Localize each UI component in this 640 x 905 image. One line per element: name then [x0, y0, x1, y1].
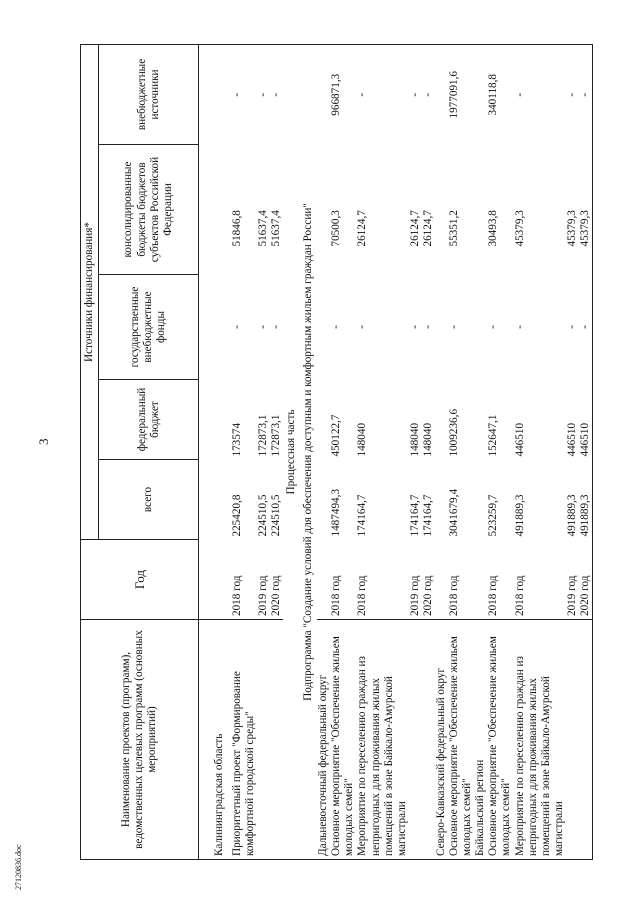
section-heading-row: [300, 44, 317, 859]
year-cell: 2019 год: [565, 575, 578, 616]
table-row: [448, 44, 474, 859]
federal-cell: [213, 380, 231, 460]
funds-cell: -: [269, 325, 282, 329]
name-cell: [422, 620, 435, 860]
federal-cell: 148040: [421, 422, 434, 457]
extra-cell: [199, 44, 213, 144]
regional-cell: [474, 145, 487, 275]
regional-cell: [213, 145, 231, 275]
year-cell: [199, 540, 213, 620]
table-row: [579, 44, 593, 859]
table-row: [514, 44, 566, 859]
header-total: всего: [99, 460, 199, 540]
name-cell: [270, 620, 283, 860]
name-cell: [566, 620, 579, 860]
regional-cell: 51637,4: [256, 210, 269, 247]
funds-cell: -: [230, 325, 243, 329]
total-cell: 523259,7: [487, 494, 500, 537]
name-cell: [579, 620, 593, 860]
extra-cell: -: [579, 44, 593, 144]
extra-cell: -: [409, 44, 422, 144]
federal-cell: 1009236,6: [448, 408, 461, 457]
name-cell: Основное мероприятие "Обеспечение жильем молодых семей": [487, 620, 513, 860]
federal-cell: 172873,1: [269, 414, 282, 457]
funds-cell: -: [565, 325, 578, 329]
total-cell: 225420,8: [230, 494, 243, 537]
year-cell: [213, 540, 231, 620]
federal-cell: 450122,7: [330, 414, 343, 457]
year-cell: 2019 год: [256, 575, 269, 616]
header-regional: консолидированные бюджеты бюджетов субъектов Российской Федерации: [99, 145, 199, 275]
name-cell: [257, 620, 270, 860]
table-row: [257, 44, 270, 859]
extra-cell: -: [257, 44, 270, 144]
total-cell: [435, 460, 448, 540]
table-body: [199, 44, 593, 859]
funds-cell: -: [356, 325, 369, 329]
total-cell: 224510,5: [256, 494, 269, 537]
table-row: [317, 44, 330, 859]
federal-cell: 172873,1: [256, 414, 269, 457]
year-cell: 2019 год: [408, 575, 421, 616]
name-cell: Основное мероприятие "Обеспечение жильем молодых семей": [330, 620, 356, 860]
funds-cell: -: [256, 325, 269, 329]
regional-cell: 26124,7: [408, 210, 421, 247]
year-cell: 2018 год: [356, 575, 369, 616]
regional-cell: 26124,7: [421, 210, 434, 247]
total-cell: 174164,7: [421, 494, 434, 537]
total-cell: 174164,7: [356, 494, 369, 537]
regional-cell: 30493,8: [487, 210, 500, 247]
funds-cell: [435, 275, 448, 380]
total-cell: 491889,3: [565, 494, 578, 537]
table-row: [213, 44, 231, 859]
extra-cell: 1977091,6: [448, 44, 474, 144]
name-cell: Приоритетный проект "Формирование комфортной городской среды": [231, 620, 257, 860]
total-cell: 174164,7: [408, 494, 421, 537]
header-funds: государственные внебюджетные фонды: [99, 275, 199, 380]
year-cell: [474, 540, 487, 620]
federal-cell: [317, 380, 330, 460]
federal-cell: [474, 380, 487, 460]
extra-cell: -: [270, 44, 283, 144]
regional-cell: [317, 145, 330, 275]
table-row: [231, 44, 257, 859]
year-cell: [435, 540, 448, 620]
extra-cell: -: [356, 44, 408, 144]
name-cell: Байкальский регион: [474, 620, 487, 860]
table-row: [487, 44, 513, 859]
regional-cell: 70500,3: [330, 210, 343, 247]
extra-cell: [474, 44, 487, 144]
federal-cell: 173574: [230, 422, 243, 457]
federal-cell: 446510: [579, 380, 593, 460]
extra-cell: [213, 44, 231, 144]
regional-cell: 45379,3: [565, 210, 578, 247]
table-row: [270, 44, 283, 859]
total-cell: [199, 460, 213, 540]
federal-cell: 152647,1: [487, 414, 500, 457]
header-federal: федеральный бюджет: [99, 380, 199, 460]
funds-cell: [474, 275, 487, 380]
year-cell: 2018 год: [513, 575, 526, 616]
table-row: [199, 44, 213, 859]
total-cell: 224510,5: [269, 494, 282, 537]
name-cell: [409, 620, 422, 860]
federal-cell: 446510: [513, 422, 526, 457]
total-cell: 491889,3: [579, 460, 593, 540]
regional-cell: 45379,3: [513, 210, 526, 247]
table-row: [566, 44, 579, 859]
total-cell: [474, 460, 487, 540]
year-cell: 2020 год: [579, 540, 593, 620]
financing-table: [80, 44, 593, 860]
year-cell: 2018 год: [230, 575, 243, 616]
table-row: [409, 44, 422, 859]
federal-cell: 148040: [356, 422, 369, 457]
total-cell: 1487494,3: [330, 488, 343, 537]
extra-cell: -: [514, 44, 566, 144]
name-cell: Калининградская область: [213, 620, 231, 860]
name-cell: [199, 620, 213, 860]
header-sources: Источники финансирования*: [81, 44, 99, 539]
federal-cell: 446510: [565, 422, 578, 457]
extra-cell: -: [231, 44, 257, 144]
page-number: 3: [36, 438, 51, 445]
header-name: Наименование проектов (программ), ведомственных целевых программ (основных мероприятий): [81, 620, 199, 860]
funds-cell: [317, 275, 330, 380]
regional-cell: [435, 145, 448, 275]
section-heading-row: [283, 44, 300, 859]
extra-cell: 340118,8: [487, 44, 513, 144]
funds-cell: -: [513, 325, 526, 329]
extra-cell: -: [422, 44, 435, 144]
table-row: [435, 44, 448, 859]
footer-filename: 27120836.doc: [14, 844, 23, 890]
funds-cell: -: [579, 275, 593, 380]
regional-cell: 51637,4: [269, 210, 282, 247]
table-row: [356, 44, 408, 859]
funds-cell: [199, 275, 213, 380]
federal-cell: 148040: [408, 422, 421, 457]
regional-cell: 26124,7: [356, 210, 369, 247]
name-cell: Северо-Кавказский федеральный округ: [435, 620, 448, 860]
total-cell: [317, 460, 330, 540]
extra-cell: [435, 44, 448, 144]
year-cell: 2020 год: [269, 575, 282, 616]
funds-cell: -: [487, 325, 500, 329]
funds-cell: -: [330, 325, 343, 329]
extra-cell: 966871,3: [330, 44, 356, 144]
name-cell: Мероприятие по переселению граждан из непригодных для проживания жилых помещений в зоне Байкало-Амурской магистрали: [514, 620, 566, 860]
section-heading: Процессная часть: [283, 44, 300, 859]
table-row: [330, 44, 356, 859]
year-cell: 2018 год: [330, 575, 343, 616]
section-heading: Подпрограмма "Создание условий для обеспечения доступным и комфортным жильем граждан России": [300, 44, 317, 859]
federal-cell: [199, 380, 213, 460]
regional-cell: 45379,3: [579, 145, 593, 275]
name-cell: Дальневосточный федеральный округ: [317, 620, 330, 860]
table-row: [422, 44, 435, 859]
extra-cell: [317, 44, 330, 144]
total-cell: 491889,3: [513, 494, 526, 537]
extra-cell: -: [566, 44, 579, 144]
regional-cell: 51846,8: [230, 210, 243, 247]
year-cell: [317, 540, 330, 620]
year-cell: 2018 год: [487, 575, 500, 616]
year-cell: 2020 год: [421, 575, 434, 616]
funds-cell: -: [408, 325, 421, 329]
table-row: [474, 44, 487, 859]
name-cell: Основное мероприятие "Обеспечение жильем молодых семей": [448, 620, 474, 860]
regional-cell: 55351,2: [448, 210, 461, 247]
total-cell: 3041679,4: [448, 488, 461, 537]
name-cell: Мероприятие по переселению граждан из непригодных для проживания жилых помещений в зоне Байкало-Амурской магистрали: [356, 620, 408, 860]
rotated-table-container: [80, 45, 592, 860]
funds-cell: -: [421, 325, 434, 329]
regional-cell: [199, 145, 213, 275]
funds-cell: [213, 275, 231, 380]
header-extra: внебюджетные источники: [99, 44, 199, 144]
federal-cell: [435, 380, 448, 460]
year-cell: 2018 год: [448, 575, 461, 616]
header-year: Год: [81, 540, 199, 620]
funds-cell: -: [448, 325, 461, 329]
total-cell: [213, 460, 231, 540]
